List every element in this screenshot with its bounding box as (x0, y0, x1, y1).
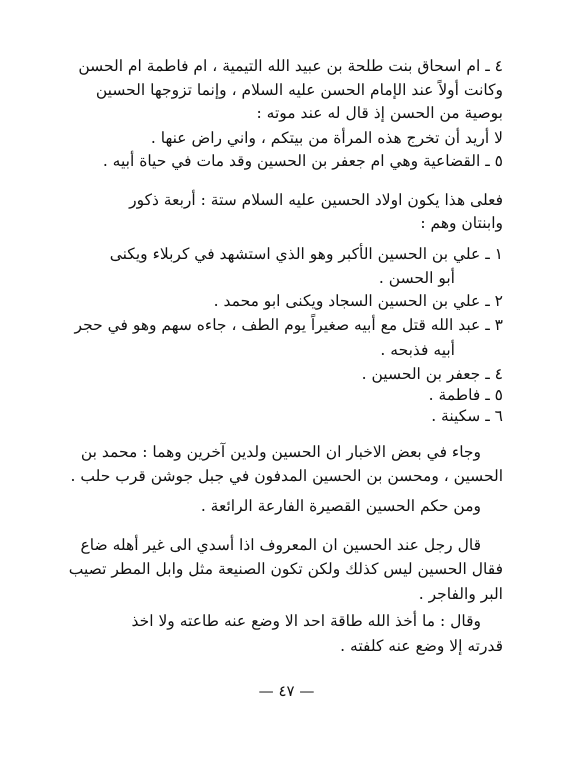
list-item: ٦ ـ سكينة . (431, 407, 503, 425)
text-line: ومن حكم الحسين القصيرة الفارعة الرائعة . (200, 497, 481, 515)
text-line: وابنتان وهم : (420, 214, 503, 232)
page-number: — ٤٧ — (258, 682, 315, 700)
list-item-continuation: أبو الحسن . (378, 269, 455, 287)
text-line: ٤ ـ ام اسحاق بنت طلحة بن عبيد الله التيمية ، ام فاطمة ام الحسن (78, 57, 503, 75)
text-line: ٥ ـ القضاعية وهي ام جعفر بن الحسين وقد مات في حياة أبيه . (102, 152, 503, 170)
text-line: بوصية من الحسن إذ قال له عند موته : (256, 104, 503, 122)
list-item: ٢ ـ علي بن الحسين السجاد ويكنى ابو محمد . (213, 292, 503, 310)
list-item: ٥ ـ فاطمة . (428, 386, 503, 404)
list-item: ٣ ـ عبد الله قتل مع أبيه صغيراً يوم الطف ، جاءه سهم وهو في حجر (74, 316, 503, 334)
text-line: الحسين ، ومحسن بن الحسين المدفون في جبل جوشن قرب حلب . (70, 467, 503, 485)
text-line: البر والفاجر . (418, 585, 503, 603)
text-line: فعلى هذا يكون اولاد الحسين عليه السلام ستة : أربعة ذكور (129, 191, 503, 209)
list-item-continuation: أبيه فذبحه . (380, 341, 455, 359)
list-item: ١ ـ علي بن الحسين الأكبر وهو الذي استشهد في كربلاء ويكنى (109, 245, 503, 263)
text-line: فقال الحسين ليس كذلك ولكن تكون الصنيعة مثل وابل المطر تصيب (68, 560, 503, 578)
text-line: وقال : ما أخذ الله طاقة احد الا وضع عنه طاعته ولا اخذ (131, 612, 481, 630)
text-line: قدرته إلا وضع عنه كلفته . (340, 637, 503, 655)
text-line: قال رجل عند الحسين ان المعروف اذا أسدي الى غير أهله ضاع (80, 536, 481, 554)
list-item: ٤ ـ جعفر بن الحسين . (361, 365, 503, 383)
text-line: وجاء في بعض الاخبار ان الحسين ولدين آخرين وهما : محمد بن (80, 443, 481, 461)
text-line: لا أريد أن تخرج هذه المرأة من بيتكم ، واني راض عنها . (150, 129, 503, 147)
text-line: وكانت أولاً عند الإمام الحسن عليه السلام ، وإنما تزوجها الحسين (95, 81, 503, 99)
